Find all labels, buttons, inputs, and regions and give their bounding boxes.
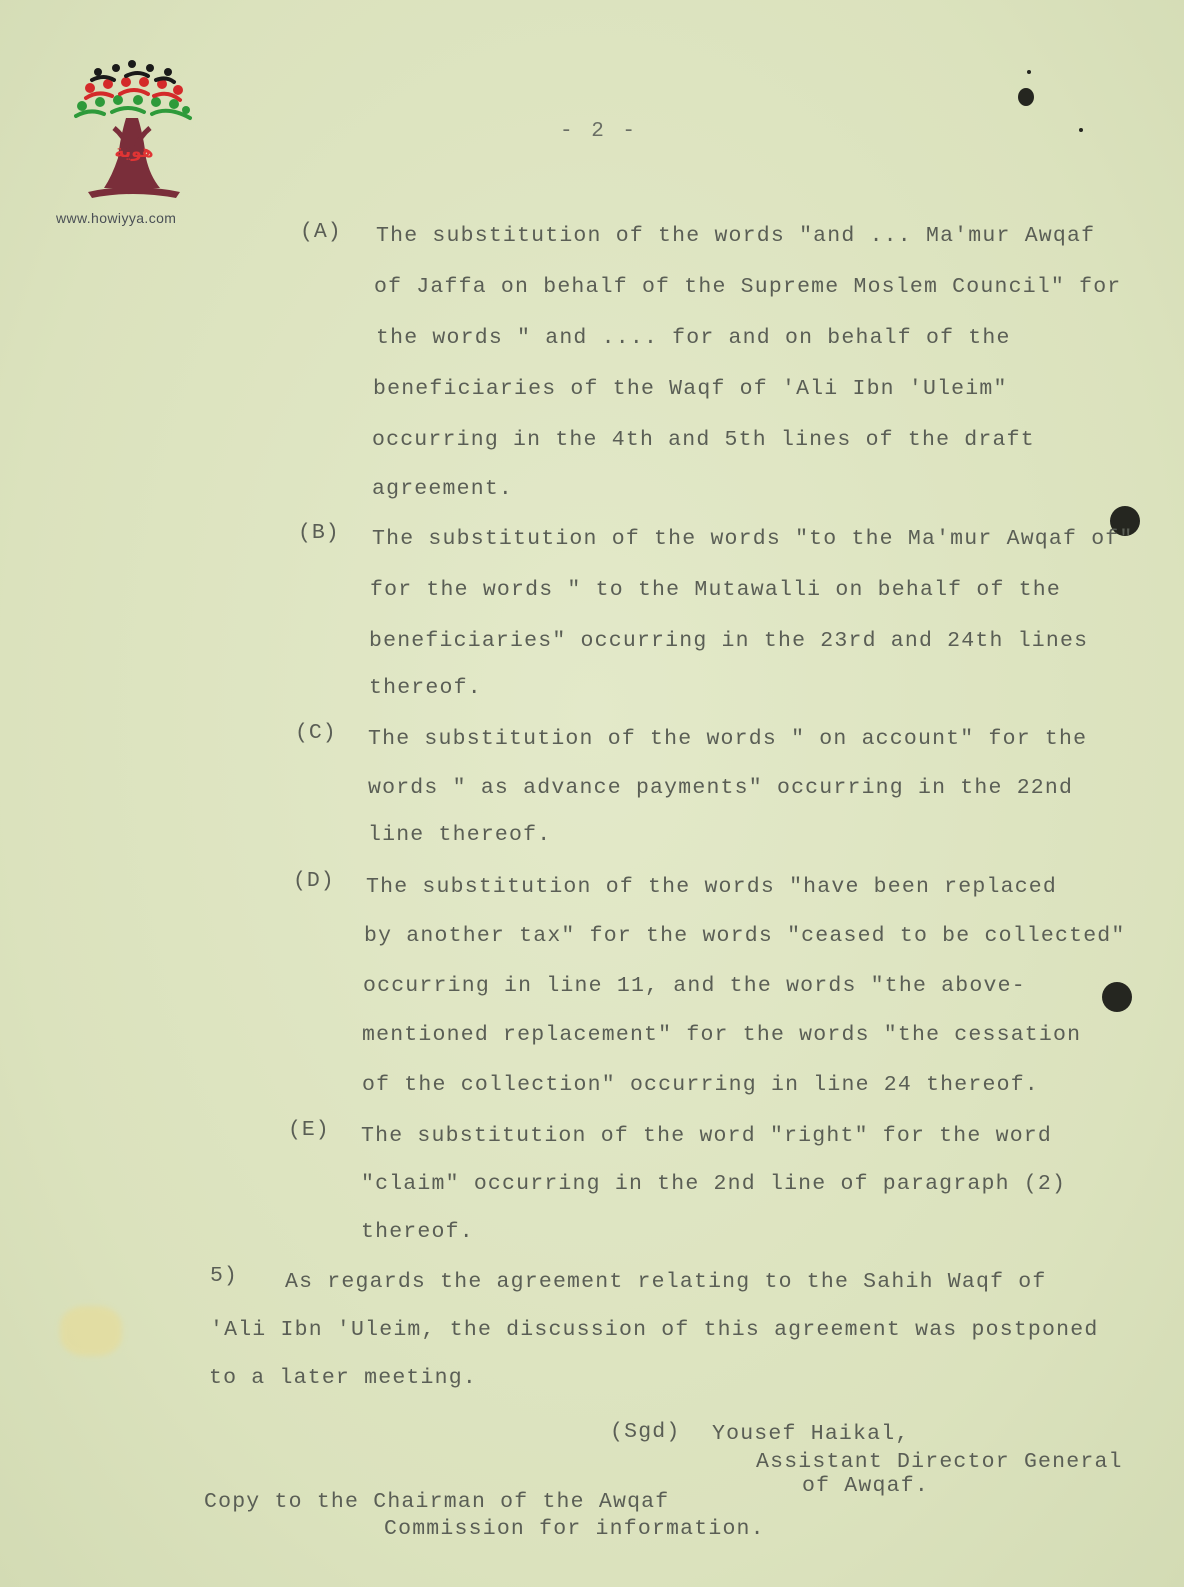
item-d-line: mentioned replacement" for the words "the cessation [362, 1023, 1082, 1047]
item-b-line: beneficiaries" occurring in the 23rd and 24th lines [369, 629, 1089, 653]
item-marker: (C) [295, 721, 337, 745]
site-url[interactable]: www.howiyya.com [56, 210, 177, 226]
ink-blot [1018, 88, 1034, 106]
item-a-line: of Jaffa on behalf of the Supreme Moslem Council" for [374, 275, 1122, 299]
paragraph-5-line: 'Ali Ibn 'Uleim, the discussion of this agreement was postponed [210, 1318, 1099, 1342]
item-marker: (D) [293, 869, 335, 893]
item-c-line: line thereof. [368, 823, 552, 847]
signature-sgd: (Sgd) [610, 1420, 681, 1444]
item-a-line: agreement. [372, 477, 514, 501]
item-e-line: thereof. [361, 1220, 474, 1244]
paragraph-number: 5) [210, 1264, 238, 1288]
paper-stain [60, 1306, 122, 1356]
signature-title: Assistant Director General [756, 1450, 1123, 1474]
item-e-line: "claim" occurring in the 2nd line of paragraph (2) [361, 1172, 1067, 1196]
item-marker: (B) [298, 521, 340, 545]
ink-speck [1027, 70, 1031, 74]
item-c-line: The substitution of the words " on account" for the [368, 727, 1088, 751]
copy-note: Copy to the Chairman of the Awqaf [204, 1490, 670, 1514]
item-d-line: The substitution of the words "have been replaced [366, 875, 1058, 899]
page-number: - 2 - [560, 120, 639, 143]
item-b-line: thereof. [369, 676, 482, 700]
ink-blot [1102, 982, 1132, 1012]
paragraph-5-line: to a later meeting. [209, 1366, 477, 1390]
paragraph-5-line: As regards the agreement relating to the Sahih Waqf of [285, 1270, 1047, 1294]
item-c-line: words " as advance payments" occurring in the 22nd [368, 776, 1074, 800]
item-b-line: for the words " to the Mutawalli on behalf of the [370, 578, 1062, 602]
item-e-line: The substitution of the word "right" for the word [361, 1124, 1053, 1148]
signature-name: Yousef Haikal, [712, 1422, 910, 1446]
copy-note: Commission for information. [384, 1517, 765, 1541]
howiyya-tree-logo [68, 58, 198, 208]
item-d-line: occurring in line 11, and the words "the above- [363, 974, 1026, 998]
item-b-line: The substitution of the words "to the Ma'mur Awqaf of" [372, 527, 1134, 551]
item-marker: (A) [300, 220, 342, 244]
ink-speck [1079, 128, 1083, 132]
item-marker: (E) [288, 1118, 330, 1142]
signature-title: of Awqaf. [802, 1474, 929, 1498]
item-a-line: occurring in the 4th and 5th lines of the draft [372, 428, 1035, 452]
item-d-line: of the collection" occurring in line 24 thereof. [362, 1073, 1039, 1097]
item-d-line: by another tax" for the words "ceased to be collected" [364, 924, 1126, 948]
logo-arabic-text: هوية [114, 142, 154, 162]
item-a-line: The substitution of the words "and ... Ma'mur Awqaf [376, 224, 1096, 248]
item-a-line: the words " and .... for and on behalf of the [376, 326, 1011, 350]
item-a-line: beneficiaries of the Waqf of 'Ali Ibn 'Uleim" [373, 377, 1008, 401]
